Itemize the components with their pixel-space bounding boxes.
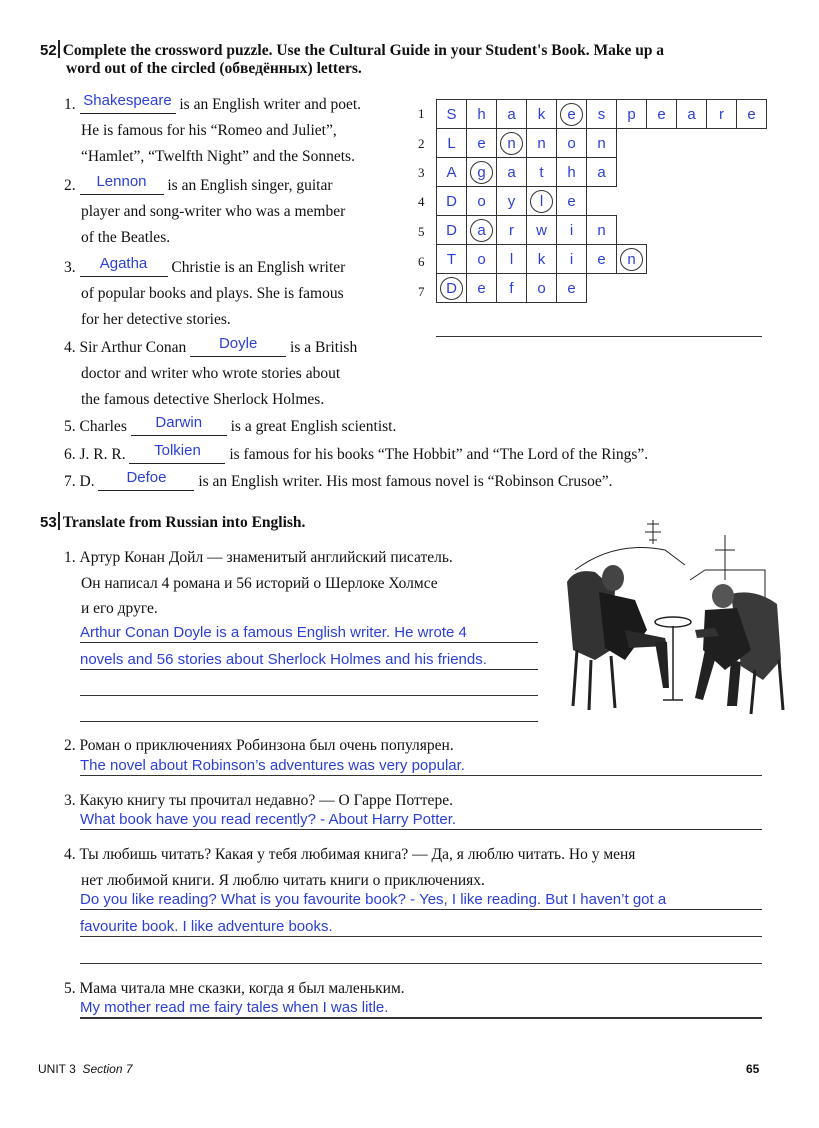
ex52-instruction-line2: word out of the circled (обведённых) letters. [66,60,362,77]
crossword-cell[interactable]: f [497,274,527,303]
circled-letter: e [560,103,583,126]
answer-blank-6[interactable] [129,442,225,464]
answer-line[interactable] [80,721,538,722]
ex52-item-5 [64,414,397,436]
answer-blank-3[interactable] [80,255,168,277]
crossword-grid [436,99,767,303]
answer-blank-2[interactable] [80,173,164,195]
crossword-cell[interactable] [467,158,497,187]
answer-line [80,1017,762,1019]
answer-line [80,829,762,830]
answer-2: Lennon [96,173,147,190]
holmes-watson-illustration [555,510,787,718]
item-number: 3. [64,792,76,809]
crossword-cell[interactable]: A [437,158,467,187]
item-number: 1. [64,549,76,566]
crossword-row-number: 5 [418,224,425,239]
crossword-cell[interactable]: o [527,274,557,303]
crossword-empty [737,158,767,187]
crossword-empty [647,216,677,245]
crossword-cell[interactable]: n [527,129,557,158]
crossword-cell[interactable]: S [437,100,467,129]
crossword-cell[interactable]: l [497,245,527,274]
crossword-cell[interactable]: e [737,100,767,129]
item-number: 5. [64,980,76,997]
item-4-line2: doctor and writer who wrote stories about [81,365,341,382]
ex53-item-1-ru-line2: Он написал 4 романа и 56 историй о Шерлоке Холмсе [81,575,438,592]
circled-letter: D [440,277,463,300]
item-1-line2: He is famous for his “Romeo and Juliet”, [81,122,337,139]
answer-blank-7[interactable] [98,469,194,491]
item-number: 2. [64,737,76,754]
answer-7: Defoe [126,469,167,486]
crossword-cell[interactable] [437,274,467,303]
item-3-line2: of popular books and plays. She is famous [81,285,344,302]
ex52-item-1 [64,92,409,166]
crossword-empty [677,129,707,158]
crossword-row-number: 7 [418,284,425,299]
circled-letter: g [470,161,493,184]
crossword-cell[interactable]: o [467,245,497,274]
ex52-bracket [58,40,60,58]
crossword-cell[interactable]: k [527,100,557,129]
crossword-empty [617,187,647,216]
crossword-cell[interactable]: r [497,216,527,245]
crossword-empty [707,187,737,216]
ex53-item-3 [64,792,453,810]
crossword-empty [737,187,767,216]
item-6-prefix: J. R. R. [79,446,126,463]
crossword-empty [707,216,737,245]
ex53-item-1-ru-line3: и его друге. [81,600,158,617]
ex53-item-5 [64,980,405,998]
ex52-instruction-line1: Complete the crossword puzzle. Use the Cultural Guide in your Student's Book. Make up a [62,42,665,59]
item-7-line1: is an English writer. His most famous novel is “Robinson Crusoe”. [198,473,613,490]
answer-3: Agatha [99,255,148,272]
crossword-cell[interactable]: o [467,187,497,216]
crossword-row [437,216,767,245]
crossword-empty [677,158,707,187]
crossword-empty [647,158,677,187]
crossword-cell[interactable]: i [557,245,587,274]
crossword-cell[interactable]: s [587,100,617,129]
ex52-item-2 [64,173,409,247]
crossword-cell[interactable] [527,187,557,216]
crossword-row [437,158,767,187]
answer-5: Darwin [155,414,203,431]
crossword-empty [677,274,707,303]
item-2-line1: is an English singer, guitar [167,177,333,194]
footer-unit [38,1062,133,1076]
crossword-empty [647,129,677,158]
crossword-empty [587,274,617,303]
answer-line [80,642,538,643]
crossword-cell[interactable]: L [437,129,467,158]
crossword-row-number: 1 [418,106,425,121]
item-number: 4. [64,846,76,863]
answer-4: Doyle [218,335,258,352]
crossword-cell[interactable] [497,129,527,158]
item-3-line3: for her detective stories. [81,311,231,328]
crossword-cell[interactable]: h [557,158,587,187]
unit-label: UNIT 3 [38,1062,76,1076]
crossword-empty [617,274,647,303]
ex52-number: 52 [40,42,57,59]
item-5-prefix: Charles [79,418,127,435]
ex53-number: 53 [40,514,57,531]
item-number: 4. [64,339,76,356]
crossword-cell[interactable]: w [527,216,557,245]
crossword-cell[interactable]: n [587,216,617,245]
crossword-empty [587,187,617,216]
ex53-item-2-ru-line1: Роман о приключениях Робинзона был очень популярен. [79,737,454,754]
item-2-line2: player and song-writer who was a member [81,203,346,220]
crossword-row-number: 2 [418,136,425,151]
ex53-answer-2[interactable]: The novel about Robinson’s adventures was very popular. [80,757,465,774]
ex53-item-2 [64,737,454,755]
answer-blank-1[interactable] [80,92,176,114]
crossword-cell[interactable]: D [437,216,467,245]
crossword-cell[interactable]: e [647,100,677,129]
crossword-cell[interactable]: e [557,187,587,216]
answer-line [80,775,762,776]
crossword-cell[interactable] [467,216,497,245]
crossword-empty [677,245,707,274]
circled-letter: n [500,132,523,155]
crossword-row-number: 3 [418,165,425,180]
crossword-empty [707,245,737,274]
answer-word-line[interactable] [436,336,762,337]
crossword-empty [647,187,677,216]
answer-line [80,936,762,937]
crossword-cell[interactable]: D [437,187,467,216]
crossword-cell[interactable]: a [677,100,707,129]
ex52-item-6 [64,442,649,464]
crossword-row-number: 6 [418,254,425,269]
item-1-line3: “Hamlet”, “Twelfth Night” and the Sonnets. [81,148,355,165]
section-label: Section 7 [82,1062,133,1076]
item-number: 6. [64,446,76,463]
item-6-line1: is famous for his books “The Hobbit” and “The Lord of the Rings”. [229,446,649,463]
ex53-item-3-ru-line1: Какую книгу ты прочитал недавно? — О Гарре Поттере. [79,792,453,809]
circled-letter: l [530,190,553,213]
answer-blank-4[interactable] [190,335,286,357]
ex53-answer-3[interactable]: What book have you read recently? - About Harry Potter. [80,811,457,828]
crossword-cell[interactable]: e [587,245,617,274]
crossword-cell[interactable]: T [437,245,467,274]
crossword-empty [677,187,707,216]
answer-line [80,909,762,910]
ex53-item-1-ru-line1: Артур Конан Дойл — знаменитый английский писатель. [79,549,453,566]
answer-blank-5[interactable] [131,414,227,436]
crossword-empty [647,245,677,274]
crossword-cell[interactable]: e [467,129,497,158]
ex52-item-3 [64,255,409,329]
item-number: 2. [64,177,76,194]
circled-letter: a [470,219,493,242]
crossword-row [437,187,767,216]
answer-line[interactable] [80,963,762,964]
item-7-prefix: D. [79,473,95,490]
crossword-cell[interactable]: y [497,187,527,216]
crossword-empty [737,129,767,158]
item-number: 7. [64,473,76,490]
ex53-item-5-ru-line1: Мама читала мне сказки, когда я был маленьким. [79,980,405,997]
ex53-instruction [40,512,305,532]
crossword-row [437,100,767,129]
crossword-cell[interactable]: i [557,216,587,245]
ex53-answer-1-line2[interactable]: novels and 56 stories about Sherlock Holmes and his friends. [80,651,487,668]
ex53-bracket [58,512,60,530]
crossword-cell[interactable]: a [587,158,617,187]
crossword-cell[interactable]: a [497,158,527,187]
item-5-line1: is a great English scientist. [230,418,397,435]
ex53-answer-5[interactable]: My mother read me fairy tales when I was litle. [80,999,389,1016]
crossword-empty [737,245,767,274]
item-3-line1: Christie is an English writer [171,259,346,276]
crossword-empty [677,216,707,245]
crossword-empty [617,158,647,187]
crossword-empty [737,274,767,303]
item-4-line1: is a British [290,339,358,356]
item-4-line3: the famous detective Sherlock Holmes. [81,391,325,408]
crossword-cell[interactable]: k [527,245,557,274]
item-1-line1: is an English writer and poet. [179,96,362,113]
item-number: 3. [64,259,76,276]
crossword-empty [707,158,737,187]
crossword-row-number: 4 [418,194,425,209]
ex53-item-1 [64,549,544,618]
crossword-cell[interactable]: o [557,129,587,158]
crossword-cell[interactable]: n [587,129,617,158]
ex53-answer-1-line1[interactable]: Arthur Conan Doyle is a famous English writer. He wrote 4 [80,624,467,641]
ex53-item-4-ru-line1: Ты любишь читать? Какая у тебя любимая книга? — Да, я люблю читать. Но у меня [79,846,636,863]
ex53-item-4-ru-line2: нет любимой книги. Я люблю читать книги о приключениях. [81,872,485,889]
ex52-item-7 [64,469,613,491]
crossword-cell[interactable]: t [527,158,557,187]
ex53-instruction-text: Translate from Russian into English. [62,514,306,531]
crossword-empty [707,274,737,303]
crossword-empty [647,274,677,303]
crossword-cell[interactable]: p [617,100,647,129]
crossword-cell[interactable]: a [497,100,527,129]
crossword-cell[interactable]: e [467,274,497,303]
answer-1: Shakespeare [83,92,172,109]
ex53-answer-4-line2[interactable]: favourite book. I like adventure books. [80,918,333,935]
answer-line [80,669,538,670]
item-number: 5. [64,418,76,435]
crossword-cell[interactable] [557,100,587,129]
item-4-prefix: Sir Arthur Conan [79,339,187,356]
answer-6: Tolkien [154,442,201,459]
item-2-line3: of the Beatles. [81,229,171,246]
ex53-item-4 [64,846,784,890]
crossword-cell[interactable] [617,245,647,274]
crossword-cell[interactable]: e [557,274,587,303]
crossword-empty [707,129,737,158]
answer-line[interactable] [80,695,538,696]
item-number: 1. [64,96,76,113]
ex52-instruction [40,40,770,60]
crossword-empty [617,129,647,158]
crossword-row [437,129,767,158]
crossword-row [437,245,767,274]
crossword-cell[interactable]: h [467,100,497,129]
circled-letter: n [620,248,643,271]
crossword-empty [737,216,767,245]
crossword-empty [617,216,647,245]
crossword-row [437,274,767,303]
crossword-cell[interactable]: r [707,100,737,129]
ex53-answer-4-line1[interactable]: Do you like reading? What is you favourite book? - Yes, I like reading. But I haven’t got a [80,891,667,908]
ex52-item-4 [64,335,409,409]
page-number: 65 [746,1062,760,1076]
